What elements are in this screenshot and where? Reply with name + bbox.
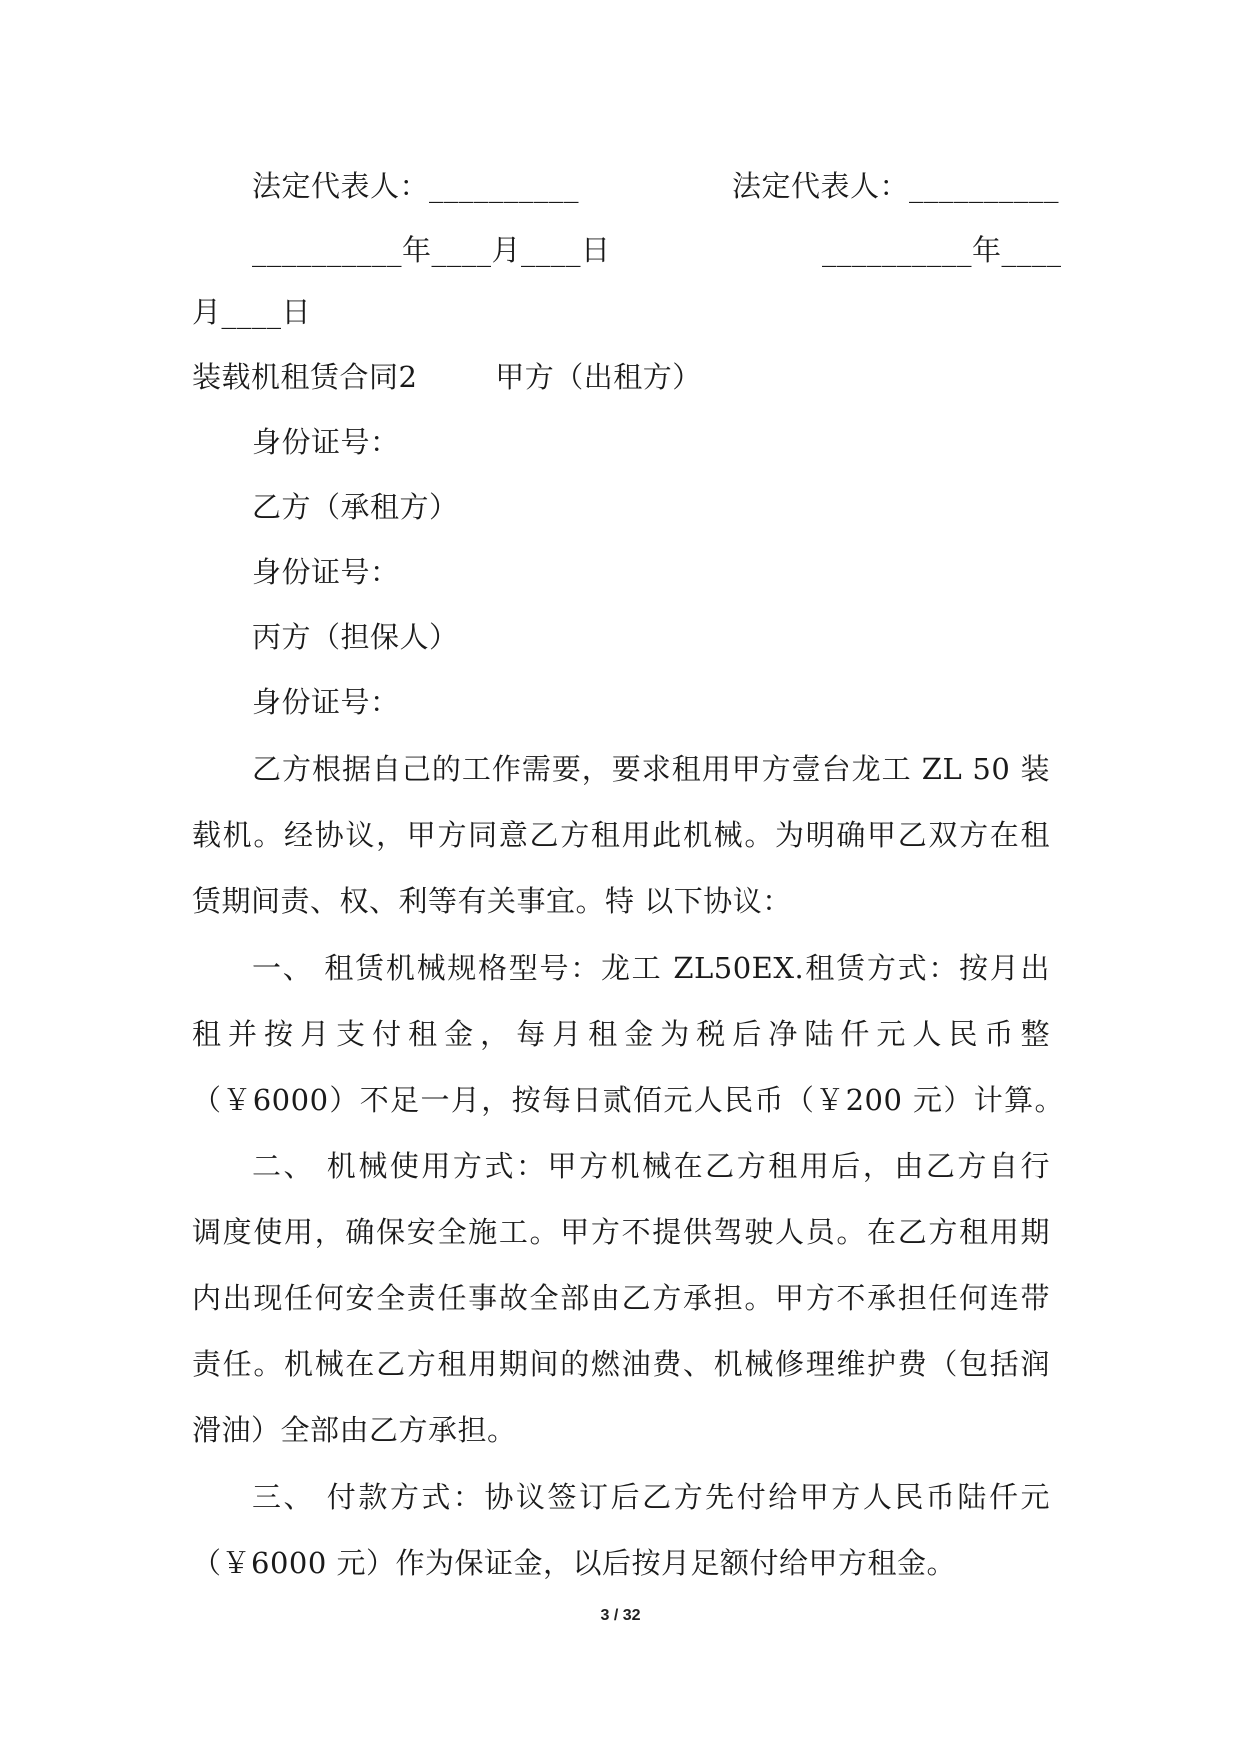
clause2-line-5: 滑油）全部由乙方承担。 [192,1413,517,1447]
clause2-line-2: 调度使用，确保安全施工。甲方不提供驾驶人员。在乙方租用期 [192,1215,1050,1249]
page-number: 3 / 32 [600,1607,641,1624]
intro-line-1: 乙方根据自己的工作需要，要求租用甲方壹台龙工 ZL 50 装 [252,752,1050,786]
party-a-id: 身份证号： [252,425,400,459]
contract-title: 装载机租赁合同2 甲方（出租方） [192,360,702,394]
clause3-line-1: 三、 付款方式：协议签订后乙方先付给甲方人民币陆仟元 [252,1480,1050,1514]
clause2-line-1: 二、 机械使用方式：甲方机械在乙方租用后，由乙方自行 [252,1149,1050,1183]
date-right: __________年____ [822,233,1062,267]
party-b: 乙方（承租方） [252,490,459,524]
legal-rep-right: 法定代表人：__________ [732,169,1060,203]
party-c-id: 身份证号： [252,685,400,719]
party-b-id: 身份证号： [252,555,400,589]
intro-line-3: 赁期间责、权、利等有关事宜。特 以下协议： [192,884,792,918]
legal-rep-left: 法定代表人：__________ [252,169,580,203]
clause1-line-1: 一、 租赁机械规格型号：龙工 ZL50EX.租赁方式：按月出 [252,951,1050,985]
clause1-line-3: （￥6000）不足一月，按每日贰佰元人民币（￥200 元）计算。 [192,1083,1064,1117]
date-tail: 月____日 [192,295,312,329]
clause1-line-2: 租并按月支付租金，每月租金为税后净陆仟元人民币整 [192,1017,1050,1051]
intro-line-2: 载机。经协议，甲方同意乙方租用此机械。为明确甲乙双方在租 [192,818,1050,852]
clause3-line-2: （￥6000 元）作为保证金，以后按月足额付给甲方租金。 [192,1546,957,1580]
clause2-line-3: 内出现任何安全责任事故全部由乙方承担。甲方不承担任何连带 [192,1281,1050,1315]
clause2-line-4: 责任。机械在乙方租用期间的燃油费、机械修理维护费（包括润 [192,1347,1050,1381]
date-left: __________年____月____日 [252,233,611,267]
party-c: 丙方（担保人） [252,620,459,654]
